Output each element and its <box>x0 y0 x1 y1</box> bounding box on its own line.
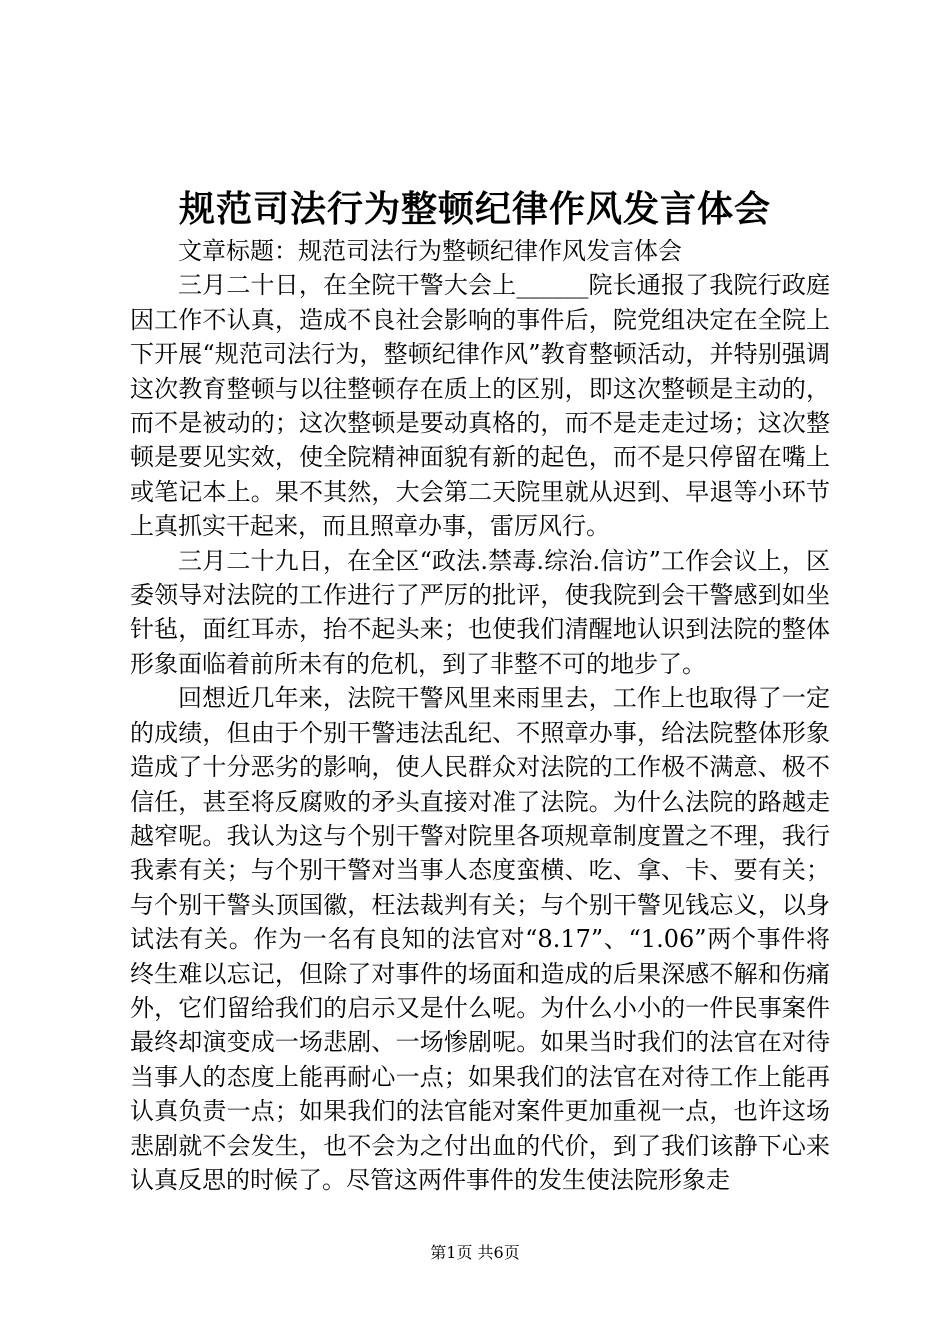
paragraph-3: 回想近几年来，法院干警风里来雨里去，工作上也取得了一定的成绩，但由于个别干警违法乱纪、不照章办事，给法院整体形象造成了十分恶劣的影响，使人民群众对法院的工作极不满意、极不信任，甚至将反腐败的矛头直接对准了法院。为什么法院的路越走越窄呢。我认为这与个别干警对院里各项规章制度置之不理，我行我素有关；与个别干警对当事人态度蛮横、吃、拿、卡、要有关；与个别干警头顶国徽，枉法裁判有关；与个别干警见钱忘义，以身试法有关。作为一名有良知的法官对“8.17”、“1.06”两个事件将终生难以忘记，但除了对事件的场面和造成的后果深感不解和伤痛外，它们留给我们的启示又是什么呢。为什么小小的一件民事案件最终却演变成一场悲剧、一场惨剧呢。如果当时我们的法官在对待当事人的态度上能再耐心一点；如果我们的法官在对待工作上能再认真负责一点；如果我们的法官能对案件更加重视一点，也许这场悲剧就不会发生，也不会为之付出血的代价，到了我们该静下心来认真反思的时候了。尽管这两件事件的发生使法院形象走 <box>130 684 830 1194</box>
paragraph-1: 三月二十日，在全院干警大会上______院长通报了我院行政庭因工作不认真，造成不良社会影响的事件后，院党组决定在全院上下开展“规范司法行为，整顿纪律作风”教育整顿活动，并特别强调这次教育整顿与以往整顿存在质上的区别，即这次整顿是主动的，而不是被动的；这次整顿是要动真格的，而不是走走过场；这次整顿是要见实效，使全院精神面貌有新的起色，而不是只停留在嘴上或笔记本上。果不其然，大会第二天院里就从迟到、早退等小环节上真抓实干起来，而且照章办事，雷厉风行。 <box>130 271 830 541</box>
document-body <box>130 234 830 1197</box>
page-number-footer: 第1页 共6页 <box>430 1243 520 1262</box>
paragraph-2: 三月二十九日，在全区“政法.禁毒.综治.信访”工作会议上，区委领导对法院的工作进行了严厉的批评，使我院到会干警感到如坐针毡，面红耳赤，抬不起头来；也使我们清醒地认识到法院的整体形象面临着前所未有的危机，到了非整不可的地步了。 <box>130 546 830 678</box>
document-title: 规范司法行为整顿纪律作风发言体会 <box>178 188 771 230</box>
paragraph-article-title: 文章标题：规范司法行为整顿纪律作风发言体会 <box>178 237 682 265</box>
